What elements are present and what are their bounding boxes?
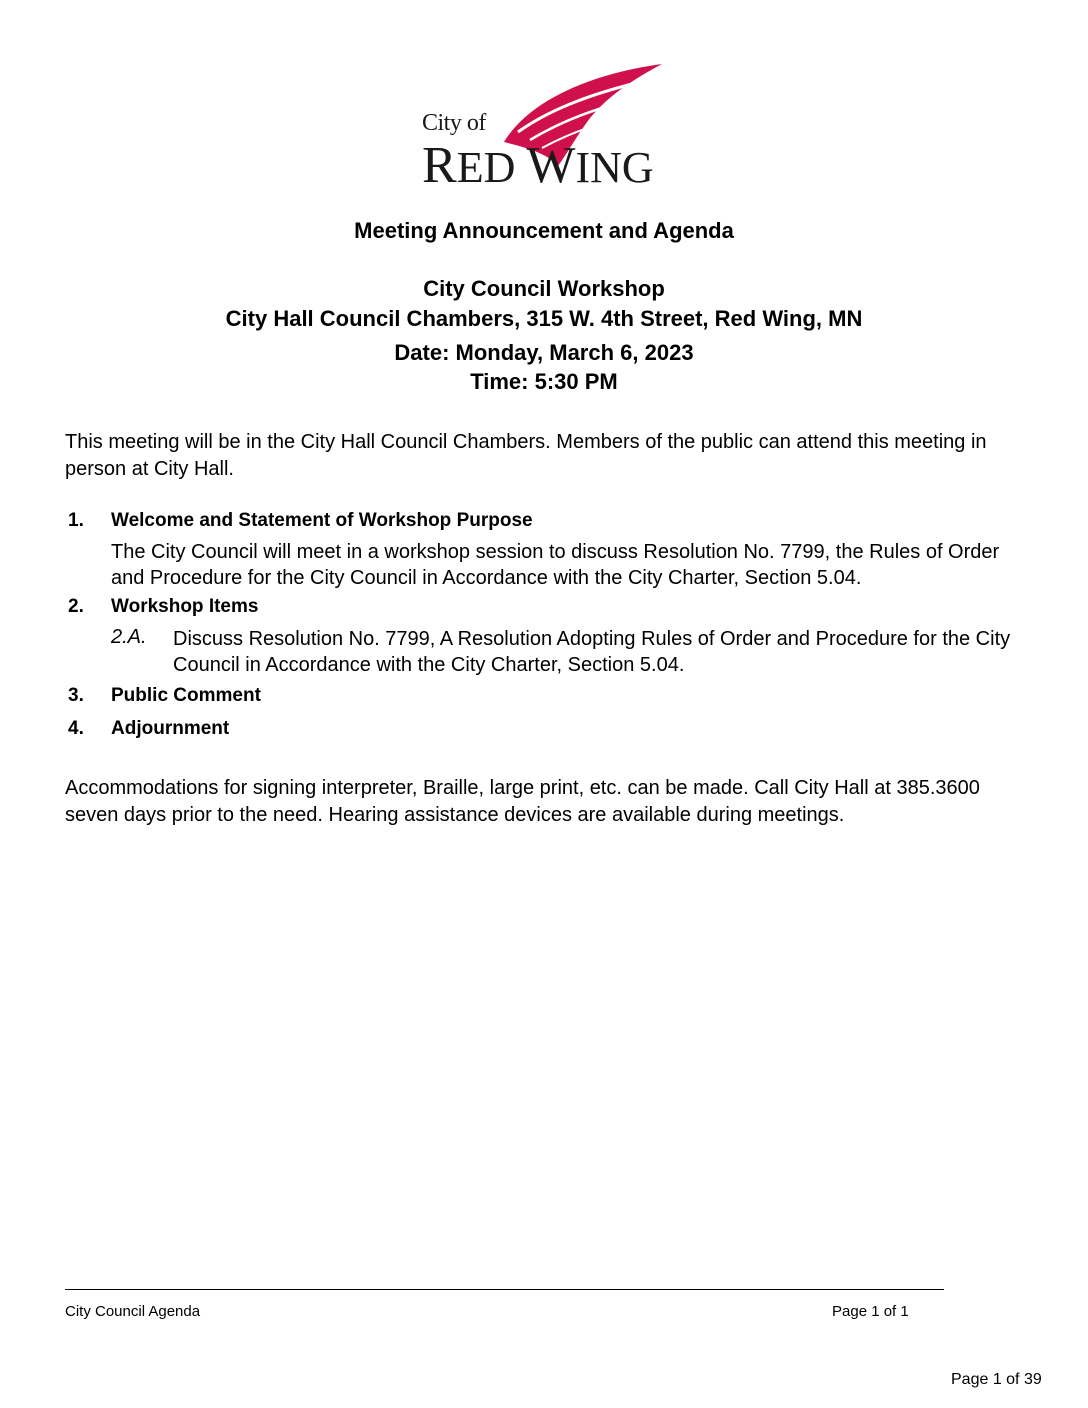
document-title: Meeting Announcement and Agenda (354, 218, 734, 243)
agenda-item-heading: Welcome and Statement of Workshop Purpose (111, 510, 533, 531)
meeting-name: City Council Workshop (423, 276, 665, 301)
intro-paragraph: This meeting will be in the City Hall Council Chambers. Members of the public can attend this meeting in person at City Hall. (65, 431, 987, 480)
meeting-date: Date: Monday, March 6, 2023 (394, 340, 694, 365)
accommodations-note: Accommodations for signing interpreter, Braille, large print, etc. can be made. Call City Hall at 385.3600 seven days prior to the need. Hearing assistance devices are available during meetings. (65, 777, 980, 826)
agenda-item-number: 3. (68, 685, 84, 706)
logo-red-wing: RED WING (422, 137, 654, 194)
meeting-location: City Hall Council Chambers, 315 W. 4th Street, Red Wing, MN (225, 306, 863, 331)
agenda-subitem-number: 2.A. (111, 626, 147, 648)
city-logo (418, 62, 668, 194)
agenda-item-heading: Workshop Items (111, 596, 259, 617)
packet-page-number: Page 1 of 39 (951, 1371, 1042, 1388)
agenda-item-heading: Public Comment (111, 685, 261, 706)
logo-city-of: City of (422, 110, 486, 136)
agenda-item-description: The City Council will meet in a workshop session to discuss Resolution No. 7799, the Rules of Order and Procedure for the City Council in Accordance with the City Charter, Section 5.04. (111, 541, 1000, 589)
agenda-subitem-text: Discuss Resolution No. 7799, A Resolution Adopting Rules of Order and Procedure for the City Council in Accordance with the City Charter, Section 5.04. (173, 628, 1011, 676)
agenda-item-heading: Adjournment (111, 718, 230, 739)
agenda-item-number: 1. (68, 510, 84, 531)
footer-divider (65, 1289, 944, 1290)
footer-document-name: City Council Agenda (65, 1303, 201, 1320)
agenda-item-number: 4. (68, 718, 84, 739)
agenda-item-number: 2. (68, 596, 84, 617)
meeting-time: Time: 5:30 PM (470, 369, 618, 394)
footer-page-number: Page 1 of 1 (832, 1303, 909, 1320)
